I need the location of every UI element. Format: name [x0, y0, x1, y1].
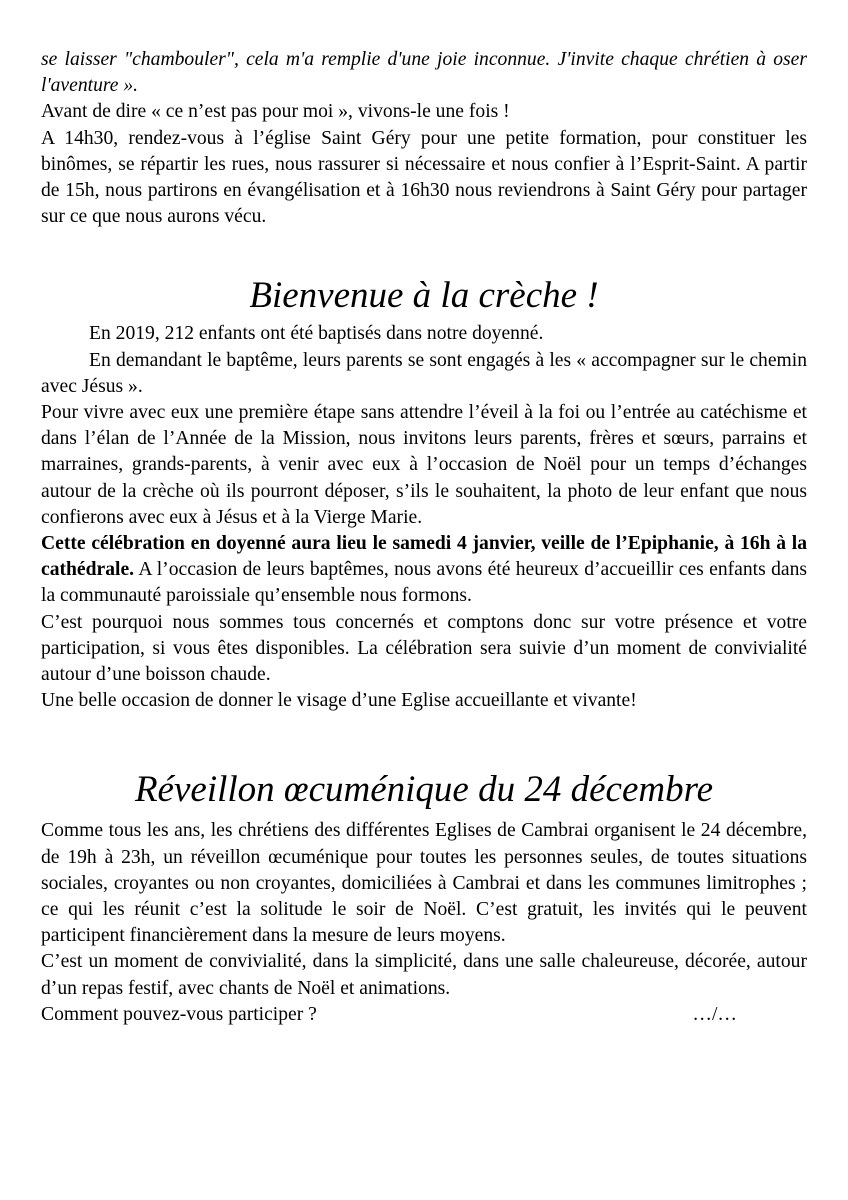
- reveillon-paragraph-1: Comme tous les ans, les chrétiens des différentes Eglises de Cambrai organisent le 24 décembre, de 19h à 23h, un réveillon œcuménique pour toutes les personnes seules, de toutes situations sociales, croyantes ou non croyantes, domiciliées à Cambrai et dans les communes limitrophes ; ce qui les réunit c’est la solitude le soir de Noël. C’est gratuit, les invités qui le peuvent participent financièrement dans la mesure de leurs moyens.: [41, 820, 807, 947]
- creche-section: [41, 274, 807, 714]
- reveillon-section: [41, 768, 807, 1028]
- continued-marker: …/…: [692, 1003, 737, 1025]
- creche-paragraph-4: [41, 531, 807, 610]
- creche-paragraph-4-rest: A l’occasion de leurs baptêmes, nous avons été heureux d’accueillir ces enfants dans la communauté paroissiale qu’ensemble nous formons.: [41, 559, 807, 607]
- intro-section: [41, 47, 807, 230]
- creche-paragraph-6: Une belle occasion de donner le visage d’une Eglise accueillante et vivante!: [41, 690, 637, 712]
- reveillon-paragraph-2: C’est un moment de convivialité, dans la simplicité, dans une salle chaleureuse, décorée, autour d’un repas festif, avec chants de Noël et animations.: [41, 951, 807, 999]
- creche-title: Bienvenue à la crèche !: [249, 275, 599, 317]
- reveillon-question-line: [41, 1002, 807, 1028]
- creche-paragraph-2: En demandant le baptême, leurs parents se sont engagés à les « accompagner sur le chemin avec Jésus ».: [41, 349, 807, 397]
- creche-paragraph-1: En 2019, 212 enfants ont été baptisés dans notre doyenné.: [89, 323, 544, 345]
- celebration-announcement: Cette célébration en doyenné aura lieu le samedi 4 janvier, veille de l’Epiphanie, à 16h à la cathédrale.: [41, 533, 807, 581]
- document-page: [41, 47, 807, 1028]
- intro-paragraph-3: A 14h30, rendez-vous à l’église Saint Géry pour une petite formation, pour constituer les binômes, se répartir les rues, nous rassurer si nécessaire et nous confier à l’Esprit-Saint. A partir de 15h, nous partirons en évangélisation et à 16h30 nous reviendrons à Saint Géry pour partager sur ce que nous aurons vécu.: [41, 127, 807, 228]
- intro-quote-paragraph: se laisser "chambouler", cela m'a remplie d'une joie inconnue. J'invite chaque chrétien à oser l'aventure ».: [41, 49, 807, 97]
- reveillon-question: Comment pouvez-vous participer ?: [41, 1003, 317, 1025]
- creche-paragraph-5: C’est pourquoi nous sommes tous concernés et comptons donc sur votre présence et votre participation, si vous êtes disponibles. La célébration sera suivie d’un moment de convivialité autour d’une boisson chaude.: [41, 611, 807, 686]
- reveillon-title: Réveillon œcuménique du 24 décembre: [134, 769, 714, 811]
- creche-paragraph-3: Pour vivre avec eux une première étape sans attendre l’éveil à la foi ou l’entrée au catéchisme et dans l’élan de l’Année de la Mission, nous invitons leurs parents, frères et sœurs, parrains et marraines, grands-parents, à venir avec eux à l’occasion de Noël pour un temps d’échanges autour de la crèche où ils pourront déposer, s’ils le souhaitent, la photo de leur enfant que nous confierons avec eux à Jésus et à la Vierge Marie.: [41, 402, 807, 528]
- intro-paragraph-2: Avant de dire « ce n’est pas pour moi », vivons-le une fois !: [41, 101, 510, 123]
